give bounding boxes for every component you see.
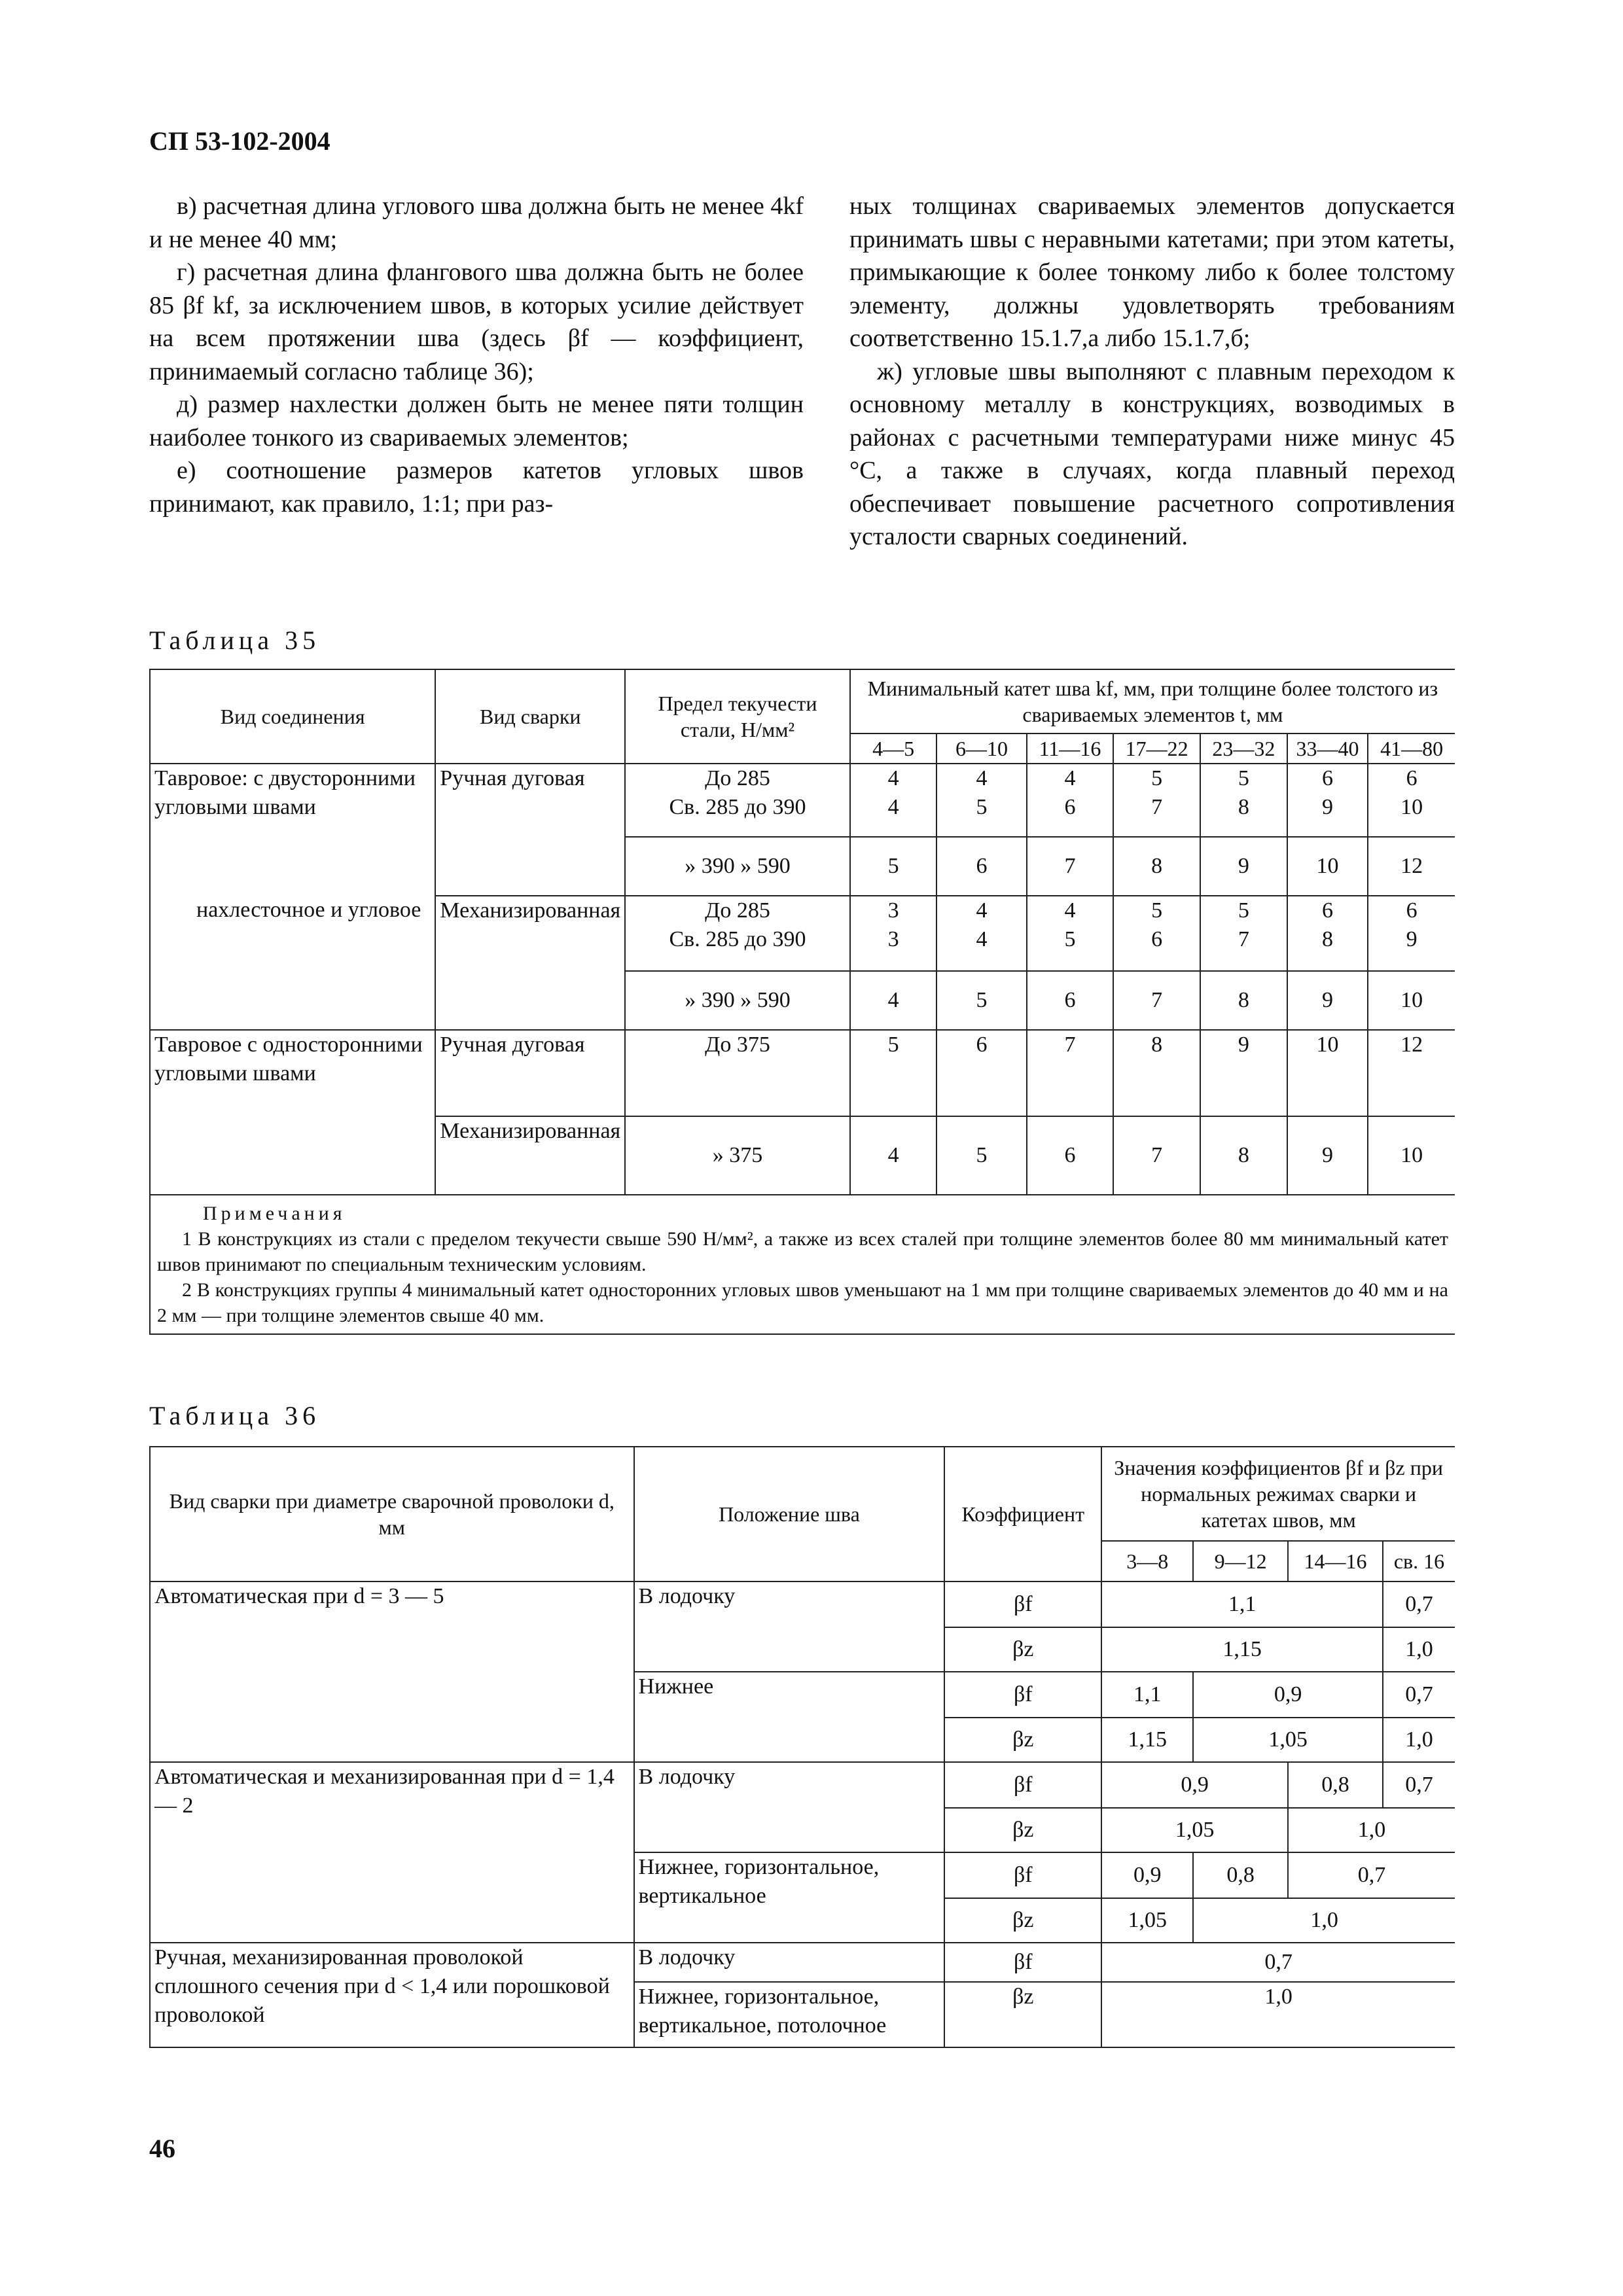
t36-cell: 0,9 [1101, 1762, 1288, 1808]
t35-range: 23—32 [1200, 733, 1287, 764]
t36-coef-bz: βz [944, 1718, 1101, 1762]
table35 [149, 669, 1455, 1335]
t35-cell: 6 [1027, 1116, 1114, 1195]
t35-header-welding: Вид сварки [435, 669, 625, 764]
t36-cell: 0,8 [1288, 1762, 1383, 1808]
t36-cell: 0,7 [1383, 1762, 1455, 1808]
t35-range: 11—16 [1027, 733, 1114, 764]
paragraph-e: е) соотношение размеров катетов угловых швов принимают, как правило, 1:1; при раз- [149, 457, 804, 518]
t35-note-1: 1 В конструкциях из стали с пределом текучести свыше 590 Н/мм², а также из всех сталей при толщине элементов более 80 мм минимальный катет швов принимают по специальным техническим условиям. [157, 1228, 1448, 1275]
t35-cell: 5 7 [1113, 764, 1200, 837]
t36-header-coef: Коэффициент [944, 1447, 1101, 1581]
t36-position-boat: В лодочку [634, 1581, 945, 1672]
t35-cell: 5 [850, 837, 937, 896]
t35-cell: 7 [1027, 1030, 1114, 1116]
t36-cell: 0,7 [1288, 1852, 1455, 1898]
t36-cell: 0,7 [1383, 1581, 1455, 1627]
paragraph-v: в) расчетная длина углового шва должна быть не менее 4kf и не менее 40 мм; [149, 192, 804, 253]
t35-cell: 10 [1287, 837, 1368, 896]
t35-cell: 4 [850, 971, 937, 1030]
t35-header-joint: Вид соединения [150, 669, 435, 764]
t36-cell: 1,05 [1193, 1718, 1383, 1762]
t36-cell: 0,9 [1101, 1852, 1193, 1898]
t35-welding-manual: Ручная дуговая [435, 764, 625, 896]
t36-cell: 1,15 [1101, 1718, 1193, 1762]
t36-cell: 1,05 [1101, 1808, 1288, 1852]
t36-cell: 1,0 [1193, 1898, 1455, 1943]
t35-header-min-leg: Минимальный катет шва kf, мм, при толщине более толстого из свариваемых элементов t, мм [850, 669, 1455, 733]
paragraph-e-continued: ных толщинах свариваемых элементов допускается принимать швы с неравными катетами; при этом катеты, примыкающие к более тонкому либо к более толстому элементу, должны удовлетворять требованиям соответственно 15.1.7,а либо 15.1.7,б; [849, 192, 1455, 352]
t36-cell: 0,9 [1193, 1672, 1383, 1718]
t36-header-values: Значения коэффициентов βf и βz при нормальных режимах сварки и катетах швов, мм [1101, 1447, 1455, 1541]
t35-notes [150, 1195, 1455, 1334]
t35-cell: 5 [850, 1030, 937, 1116]
t35-cell: 6 [936, 837, 1026, 896]
t36-position-lower: Нижнее [634, 1672, 945, 1762]
t35-cell: 4 5 [936, 764, 1026, 837]
t35-cell: 6 9 [1368, 896, 1455, 971]
t36-coef-bz: βz [944, 1808, 1101, 1852]
t35-header-yield: Предел текучести стали, Н/мм² [625, 669, 850, 764]
t35-cell: 4 5 [1027, 896, 1114, 971]
table36-caption: Таблица 36 [149, 1401, 321, 1430]
t36-header-position: Положение шва [634, 1447, 945, 1581]
t36-coef-bz: βz [944, 1982, 1101, 2047]
t36-cell: 0,8 [1193, 1852, 1288, 1898]
t35-welding-mech: Механизированная [435, 896, 625, 1030]
t35-cell: 6 8 [1287, 896, 1368, 971]
t35-cell: 4 6 [1027, 764, 1114, 837]
t36-coef-bf: βf [944, 1581, 1101, 1627]
t35-range: 17—22 [1113, 733, 1200, 764]
t35-cell: 5 [936, 1116, 1026, 1195]
t35-yield: До 375 [625, 1030, 850, 1116]
t36-header-type: Вид сварки при диаметре сварочной проволоки d, мм [150, 1447, 634, 1581]
t35-cell: 9 [1287, 971, 1368, 1030]
t36-coef-bz: βz [944, 1898, 1101, 1943]
t35-cell: 7 [1027, 837, 1114, 896]
t36-range: 14—16 [1288, 1541, 1383, 1581]
page-number: 46 [149, 2134, 175, 2163]
t35-cell: 9 [1287, 1116, 1368, 1195]
t36-cell: 0,7 [1383, 1672, 1455, 1718]
left-text-column [149, 190, 804, 520]
t36-cell: 1,0 [1288, 1808, 1455, 1852]
t35-cell: 5 7 [1200, 896, 1287, 971]
t36-position-lower-hv: Нижнее, горизонтальное, вертикальное [634, 1852, 945, 1943]
t36-type-auto: Автоматическая при d = 3 — 5 [150, 1581, 634, 1762]
t36-cell: 1,15 [1101, 1627, 1383, 1672]
table36 [149, 1446, 1455, 2048]
table35-caption: Таблица 35 [149, 626, 321, 655]
t35-cell: 8 [1113, 1030, 1200, 1116]
t35-cell: 3 3 [850, 896, 937, 971]
t35-cell: 10 [1368, 971, 1455, 1030]
t35-welding-manual: Ручная дуговая [435, 1030, 625, 1116]
t35-yield: До 285 Св. 285 до 390 [625, 764, 850, 837]
t35-cell: 4 4 [936, 896, 1026, 971]
document-code: СП 53-102-2004 [149, 126, 330, 156]
t36-range: 3—8 [1101, 1541, 1193, 1581]
paragraph-d: д) размер нахлестки должен быть не менее пяти толщин наиболее тонкого из свариваемых элементов; [149, 391, 804, 451]
t35-welding-mech: Механизированная [435, 1116, 625, 1195]
t35-notes-title: Примечания [203, 1203, 346, 1224]
t35-yield: » 390 » 590 [625, 837, 850, 896]
t36-position-boat: В лодочку [634, 1762, 945, 1852]
t35-cell: 9 [1200, 1030, 1287, 1116]
t35-cell: 6 [1027, 971, 1114, 1030]
t35-range: 4—5 [850, 733, 937, 764]
t35-note-2: 2 В конструкциях группы 4 минимальный катет односторонних угловых швов уменьшают на 1 мм при толщине свариваемых элементов до 40 мм и на 2 мм — при толщине элементов свыше 40 мм. [157, 1279, 1448, 1326]
paragraph-zh: ж) угловые швы выполняют с плавным переходом к основному металлу в конструкциях, возводимых в районах с расчетными температурами ниже минус 45 °С, а также в случаях, когда плавный переход обеспечивает повышение расчетного сопротивления усталости сварных соединений. [849, 357, 1455, 550]
t35-cell: 4 4 [850, 764, 937, 837]
t35-cell: 5 6 [1113, 896, 1200, 971]
t36-cell: 1,0 [1383, 1718, 1455, 1762]
t35-joint-lap-corner: нахлесточное и угловое [150, 896, 435, 1030]
paragraph-g: г) расчетная длина флангового шва должна быть не более 85 βf kf, за исключением швов, в которых усилие действует на всем протяжении шва (здесь βf — коэффициент, принимаемый согласно таблице 36); [149, 258, 804, 385]
t35-cell: 8 [1113, 837, 1200, 896]
t35-joint-tee-single: Тавровое с односторонними угловыми швами [150, 1030, 435, 1195]
t35-cell: 8 [1200, 971, 1287, 1030]
t36-cell: 0,7 [1101, 1943, 1455, 1982]
t36-range: св. 16 [1383, 1541, 1455, 1581]
t36-position-lower-hvc: Нижнее, горизонтальное, вертикальное, потолочное [634, 1982, 945, 2047]
t35-cell: 4 [850, 1116, 937, 1195]
t36-coef-bf: βf [944, 1852, 1101, 1898]
t35-cell: 7 [1113, 971, 1200, 1030]
t35-cell: 6 9 [1287, 764, 1368, 837]
t35-cell: 10 [1287, 1030, 1368, 1116]
t35-cell: 6 10 [1368, 764, 1455, 837]
t35-yield: До 285 Св. 285 до 390 [625, 896, 850, 971]
t35-joint-tee-double: Тавровое: с двусторонними угловыми швами [150, 764, 435, 896]
t35-cell: 7 [1113, 1116, 1200, 1195]
t36-coef-bz: βz [944, 1627, 1101, 1672]
t36-cell: 1,1 [1101, 1672, 1193, 1718]
t36-cell: 1,05 [1101, 1898, 1193, 1943]
t35-cell: 9 [1200, 837, 1287, 896]
t36-type-auto-mech: Автоматическая и механизированная при d = 1,4 — 2 [150, 1762, 634, 1943]
t36-cell: 1,1 [1101, 1581, 1383, 1627]
t36-coef-bf: βf [944, 1943, 1101, 1982]
t36-coef-bf: βf [944, 1672, 1101, 1718]
t35-range: 33—40 [1287, 733, 1368, 764]
t36-position-boat: В лодочку [634, 1943, 945, 1982]
t35-range: 6—10 [936, 733, 1026, 764]
t35-cell: 5 8 [1200, 764, 1287, 837]
t35-cell: 6 [936, 1030, 1026, 1116]
t36-cell: 1,0 [1101, 1982, 1455, 2047]
t35-cell: 10 [1368, 1116, 1455, 1195]
t35-range: 41—80 [1368, 733, 1455, 764]
t36-type-manual: Ручная, механизированная проволокой сплошного сечения при d < 1,4 или порошковой проволокой [150, 1943, 634, 2047]
t36-cell: 1,0 [1383, 1627, 1455, 1672]
t36-coef-bf: βf [944, 1762, 1101, 1808]
t35-cell: 5 [936, 971, 1026, 1030]
t35-yield: » 375 [625, 1116, 850, 1195]
t35-yield: » 390 » 590 [625, 971, 850, 1030]
t36-range: 9—12 [1193, 1541, 1288, 1581]
t35-cell: 12 [1368, 837, 1455, 896]
right-text-column [849, 190, 1455, 554]
t35-cell: 12 [1368, 1030, 1455, 1116]
t35-cell: 8 [1200, 1116, 1287, 1195]
